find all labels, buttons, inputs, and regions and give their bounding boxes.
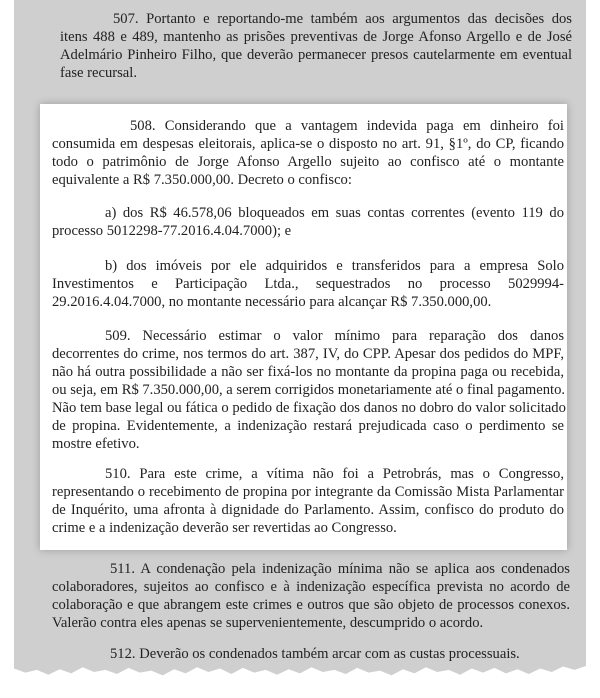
- paragraph-line: de Inquérito, uma afronta à dignidade do Parlamento. Assim, confisco do produto do: [52, 502, 564, 518]
- paragraph-509: [52, 327, 564, 453]
- paragraph-512: [52, 645, 570, 663]
- paragraph-line: processo 5012298-77.2016.4.04.7000); e: [52, 223, 292, 239]
- paragraph-line: colaboração e que abrangem este crimes e outros que são objeto de processos conexos.: [52, 597, 570, 613]
- paragraph-line: de propina. Evidentemente, a indenização restará prejudicada caso o perdimento se: [52, 418, 564, 434]
- paragraph-line: 29.2016.4.04.7000, no montante necessário para alcançar R$ 7.350.000,00.: [52, 294, 492, 310]
- paragraph-line: consumida em despesas eleitorais, aplica-se o disposto no art. 91, §1º, do CP, ficando: [52, 136, 564, 152]
- paragraph-line: Investimentos e Participação Ltda., sequestrados no processo 5029994-: [52, 276, 564, 292]
- paragraph-line: todo o patrimônio de Jorge Afonso Argello sujeito ao confisco até o montante: [52, 154, 564, 170]
- paragraph-511: [52, 560, 570, 632]
- paragraph-line: Não tem base legal ou fática o pedido de fixação dos danos no dobro do valor solicitado: [52, 400, 566, 416]
- paragraph-508: [52, 117, 564, 189]
- paragraph-line: equivalente a R$ 7.350.000,00. Decreto o confisco:: [52, 172, 352, 188]
- paragraph-line: fase recursal.: [60, 65, 137, 81]
- paragraph-508-item-a: [52, 204, 564, 240]
- paragraph-line: 507. Portanto e reportando-me também aos argumentos das decisões dos: [113, 11, 572, 27]
- paragraph-line: b) dos imóveis por ele adquiridos e transferidos para a empresa Solo: [105, 258, 564, 274]
- paragraph-line: não há outra possibilidade a não ser fixá-los no montante da propina paga ou recebida,: [52, 364, 564, 380]
- paragraph-508-item-b: [52, 257, 564, 311]
- paragraph-line: itens 488 e 489, mantenho as prisões preventivas de Jorge Afonso Argello e de José: [60, 29, 572, 45]
- paragraph-line: mostre efetivo.: [52, 436, 140, 452]
- paragraph-line: colaboradores, sujeitos ao confisco e à indenização específica prevista no acordo de: [52, 579, 570, 595]
- paragraph-line: 511. A condenação pela indenização mínima não se aplica aos condenados: [110, 561, 570, 577]
- paragraph-line: Adelmário Pinheiro Filho, que deverão permanecer presos cautelarmente em eventual: [60, 47, 572, 63]
- paragraph-line: crime e a indenização deverão ser revertidas ao Congresso.: [52, 520, 397, 536]
- paragraph-line: a) dos R$ 46.578,06 bloqueados em suas contas correntes (evento 119 do: [105, 205, 564, 221]
- paragraph-line: ou seja, em R$ 7.350.000,00, a serem corrigidos monetariamente até o final pagamento.: [52, 382, 566, 398]
- paragraph-510: [52, 465, 564, 537]
- paragraph-line: 509. Necessário estimar o valor mínimo para reparação dos danos: [105, 328, 564, 344]
- paragraph-line: representando o recebimento de propina por integrante da Comissão Mista Parlamentar: [52, 484, 564, 500]
- paragraph-line: 508. Considerando que a vantagem indevida paga em dinheiro foi: [130, 118, 564, 134]
- paragraph-line: 512. Deverão os condenados também arcar com as custas processuais.: [110, 646, 520, 662]
- paragraph-line: Valerão contra eles apenas se supervenientemente, descumprido o acordo.: [52, 615, 484, 631]
- paragraph-507: [60, 10, 572, 82]
- paragraph-line: decorrentes do crime, nos termos do art. 387, IV, do CPP. Apesar dos pedidos do MPF,: [52, 346, 564, 362]
- paragraph-line: 510. Para este crime, a vítima não foi a Petrobrás, mas o Congresso,: [105, 466, 564, 482]
